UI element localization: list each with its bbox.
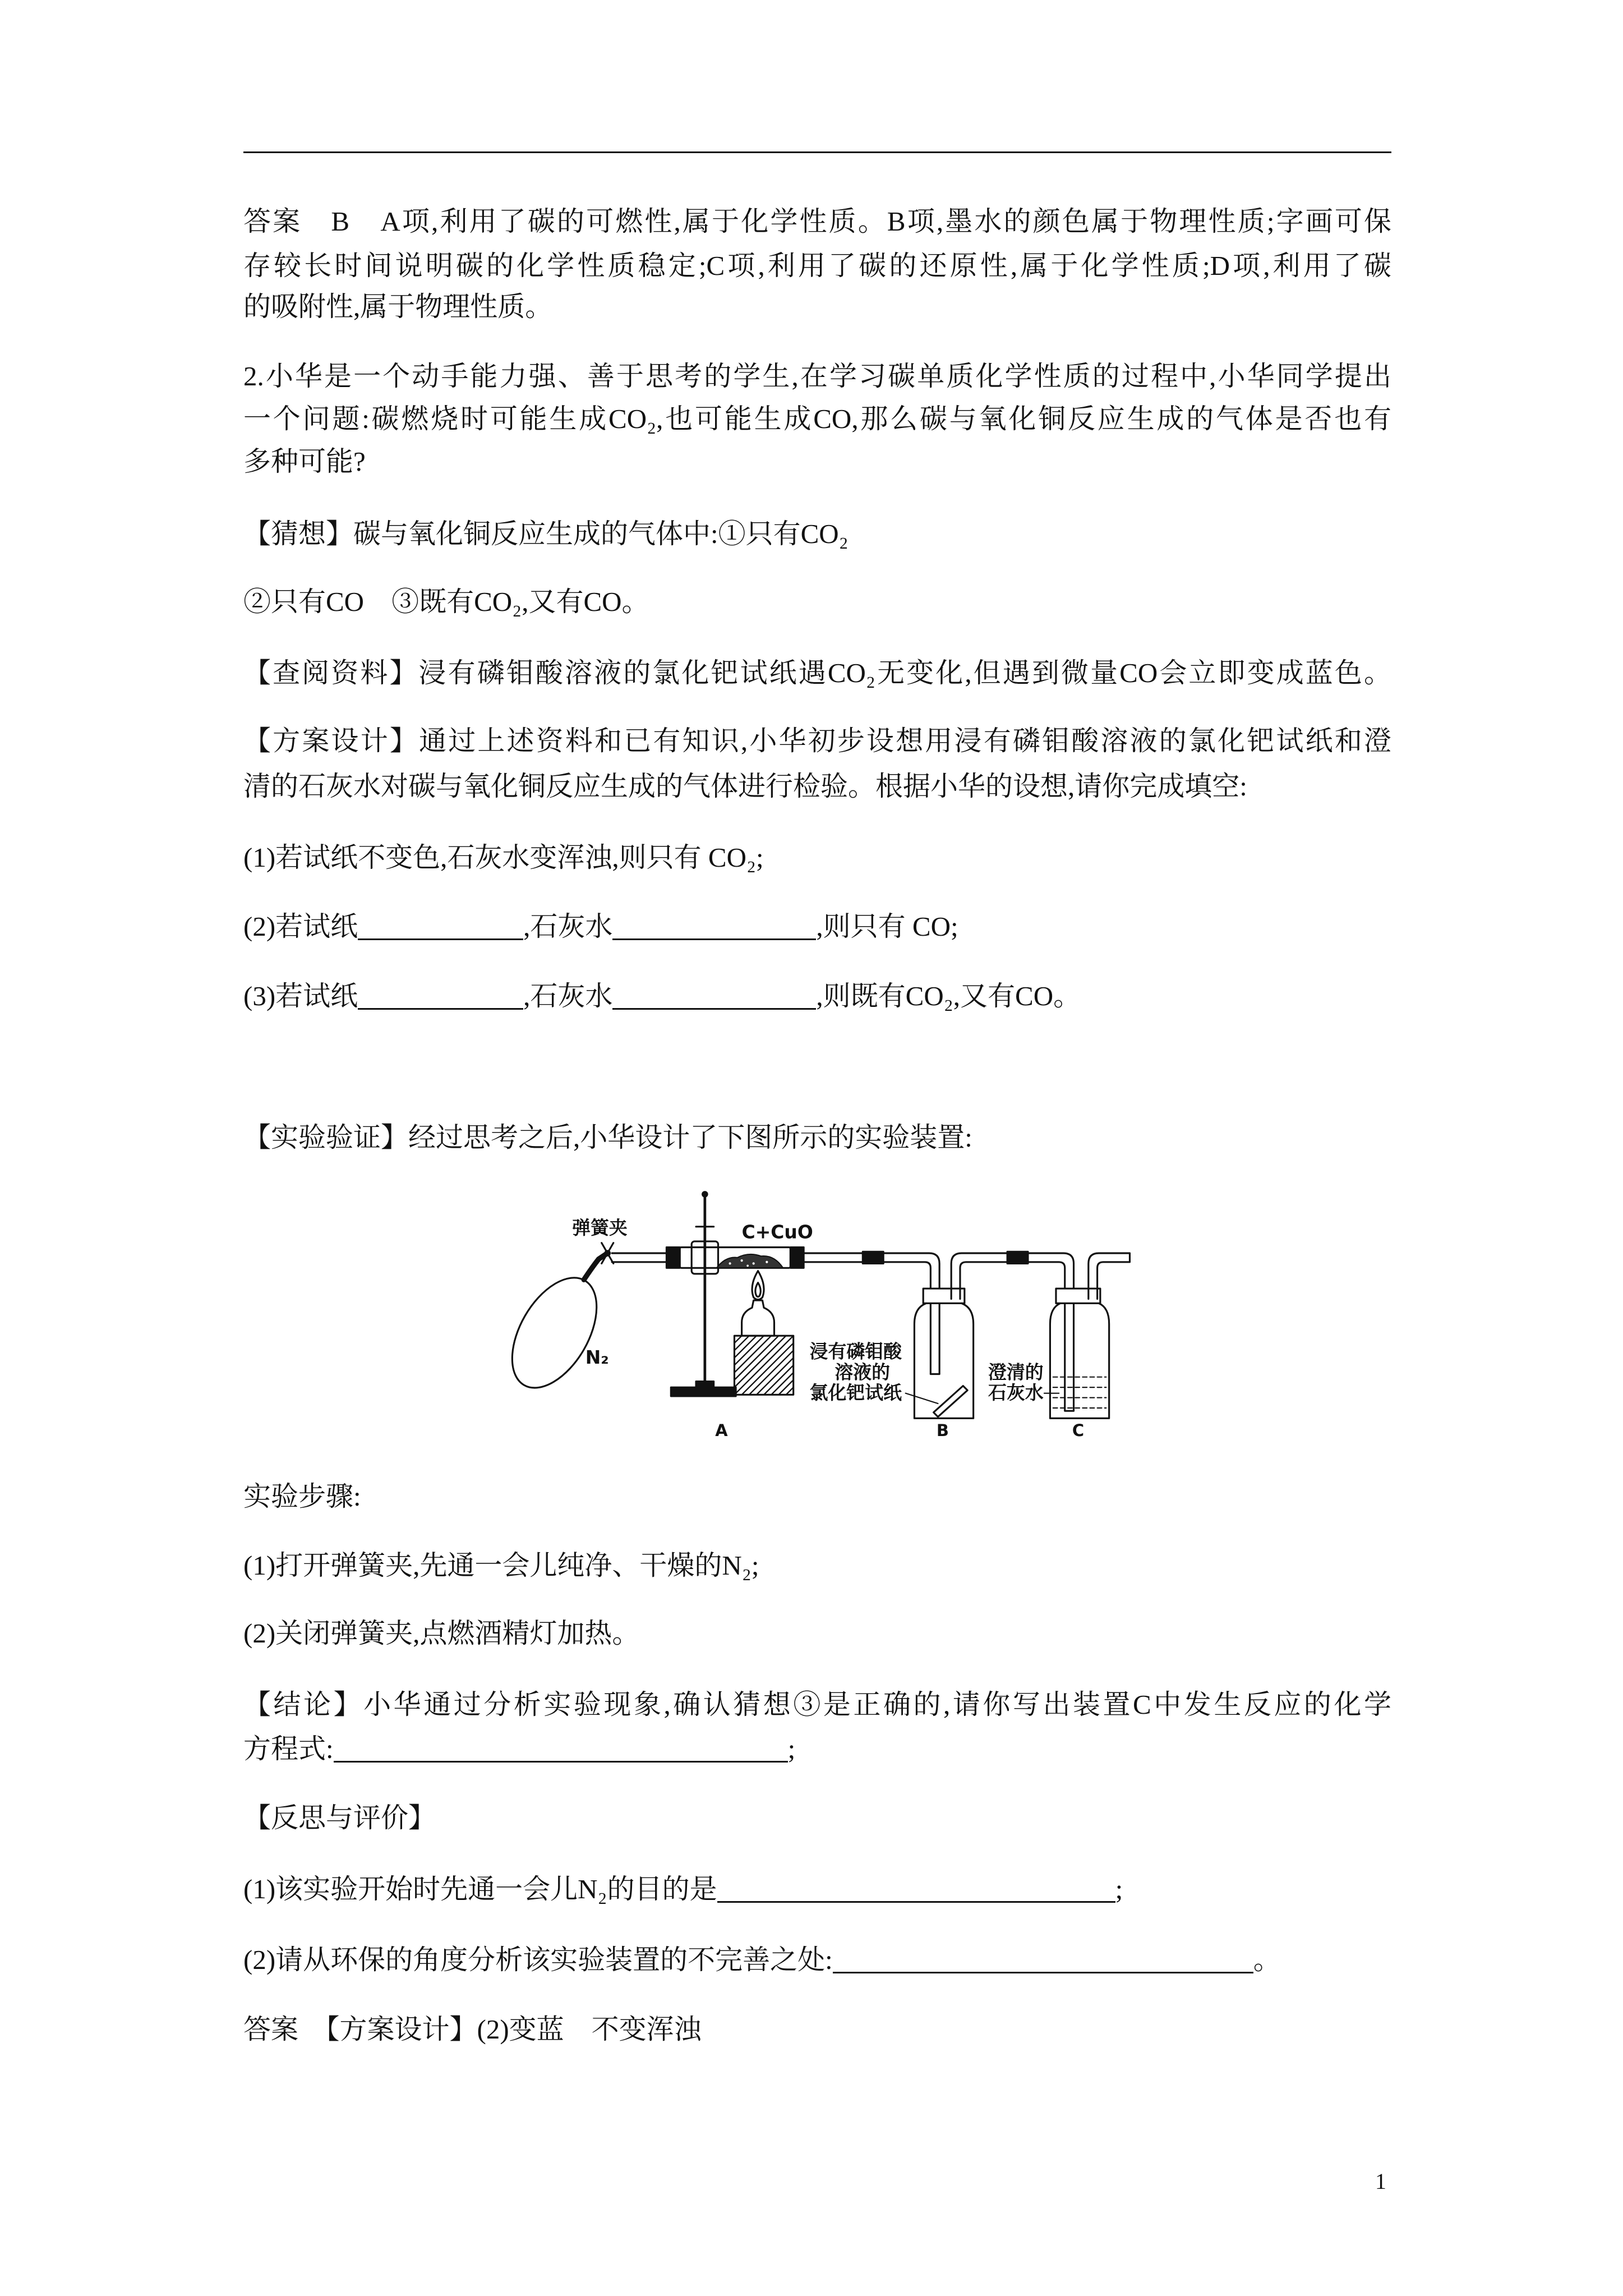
limewater-label: 石灰水 (988, 1382, 1044, 1404)
flame (752, 1271, 764, 1300)
reference-line: 【查阅资料】浸有磷钼酸溶液的氯化钯试纸遇CO₂无变化,但遇到微量CO会立即变成蓝色。 (243, 657, 1391, 688)
q1-answer-line: 的吸附性,属于物理性质。 (243, 291, 553, 322)
reflection-line-1 (243, 1872, 1391, 1906)
case-3-text: ,则既有CO₂,又有CO。 (816, 981, 1081, 1011)
c-cuo-powder (717, 1254, 783, 1268)
leader-line (906, 1393, 938, 1404)
test-paper-label: 浸有磷钼酸 (809, 1340, 902, 1363)
bottle-b-stopper (923, 1289, 965, 1303)
inlet-tube (612, 1253, 666, 1262)
conclusion-line: 【结论】小华通过分析实验现象,确认猜想③是正确的,请你写出装置C中发生反应的化学 (243, 1689, 1391, 1720)
right-stopper (790, 1247, 804, 1268)
reflection-text: 。 (1253, 1944, 1281, 1975)
limewater-label: 澄清的 (988, 1361, 1044, 1383)
reflection-text: (2)请从环保的角度分析该实验装置的不完善之处: (243, 1944, 833, 1975)
q2-stem-line: 一个问题:碳燃烧时可能生成CO₂,也可能生成CO,那么碳与氧化铜反应生成的气体是否也有 (243, 403, 1391, 434)
step-line: (2)关闭弹簧夹,点燃酒精灯加热。 (243, 1618, 640, 1649)
case-1-line: (1)若试纸不变色,石灰水变浑浊,则只有 CO₂; (243, 842, 764, 873)
q1-answer-line: 答案 B A项,利用了碳的可燃性,属于化学性质。B项,墨水的颜色属于物理性质;字画可保 (243, 206, 1391, 237)
limewater (1053, 1377, 1106, 1408)
apparatus-label-a: A (715, 1420, 728, 1440)
case-3-text: ,石灰水 (523, 981, 613, 1011)
apparatus-diagram (509, 1190, 1136, 1443)
answer-blank (612, 914, 816, 940)
test-paper-label: 溶液的 (834, 1361, 890, 1383)
steps-title: 实验步骤: (243, 1481, 361, 1512)
rubber-connector (863, 1251, 883, 1263)
case-3-line (243, 979, 1391, 1013)
case-2-line (243, 910, 1391, 944)
left-stopper (666, 1247, 680, 1268)
answer-blank (334, 1736, 788, 1763)
stand-base (671, 1387, 736, 1396)
bottle-c (1050, 1303, 1109, 1418)
reactants-label: C+CuO (741, 1221, 813, 1243)
design-line: 【方案设计】通过上述资料和已有知识,小华初步设想用浸有磷钼酸溶液的氯化钯试纸和澄 (243, 725, 1391, 756)
design-line: 清的石灰水对碳与氧化铜反应生成的气体进行检验。根据小华的设想,请你完成填空: (243, 771, 1247, 802)
apparatus-label-b: B (936, 1420, 949, 1440)
nitrogen-bag (509, 1263, 614, 1402)
verification-line: 【实验验证】经过思考之后,小华设计了下图所示的实验装置: (243, 1122, 972, 1153)
q2-stem-line: 2.小华是一个动手能力强、善于思考的学生,在学习碳单质化学性质的过程中,小华同学提出 (243, 361, 1391, 392)
reflection-title: 【反思与评价】 (243, 1802, 436, 1833)
reflection-text: (1)该实验开始时先通一会儿N₂的目的是 (243, 1874, 717, 1904)
answer-blank (833, 1947, 1253, 1973)
reflection-text: ; (1115, 1874, 1123, 1904)
reflection-line-2 (243, 1943, 1391, 1977)
answer-blank (612, 983, 816, 1010)
apparatus-label-c: C (1072, 1420, 1085, 1440)
test-paper (934, 1386, 968, 1417)
answer-blank (358, 983, 523, 1010)
answer-blank (717, 1876, 1115, 1903)
stand-knob (703, 1192, 707, 1197)
q2-stem-line: 多种可能? (243, 446, 366, 477)
case-3-text: (3)若试纸 (243, 981, 358, 1011)
inner-flame (755, 1283, 760, 1297)
lamp-block-hatch (734, 1336, 793, 1395)
case-2-text: ,石灰水 (523, 911, 613, 942)
page-number: 1 (1375, 2169, 1386, 2194)
rubber-connector (1007, 1251, 1028, 1263)
header-rule (243, 151, 1391, 153)
bottle-c-stopper (1056, 1289, 1100, 1303)
stand-base-foot (696, 1382, 714, 1388)
q1-answer-line: 存较长时间说明碳的化学性质稳定;C项,利用了碳的还原性,属于化学性质;D项,利用了碳 (243, 250, 1391, 281)
bottle-b (914, 1303, 973, 1418)
test-paper-label: 氯化钯试纸 (809, 1382, 902, 1404)
step-line: (1)打开弹簧夹,先通一会儿纯净、干燥的N₂; (243, 1550, 759, 1581)
hypothesis-line: ②只有CO ③既有CO₂,又有CO。 (243, 586, 649, 617)
case-2-text: (2)若试纸 (243, 911, 358, 942)
spirit-lamp (742, 1300, 774, 1336)
spring-clamp-label: 弹簧夹 (572, 1216, 628, 1239)
case-2-text: ,则只有 CO; (816, 911, 958, 942)
hypothesis-line: 【猜想】碳与氧化铜反应生成的气体中:①只有CO₂ (243, 518, 849, 549)
conclusion-text: 方程式: (243, 1733, 334, 1764)
gas-label: N₂ (585, 1346, 609, 1369)
q2-answer-line: 答案 【方案设计】(2)变蓝 不变浑浊 (243, 2014, 702, 2045)
conclusion-text: ; (787, 1733, 796, 1764)
conclusion-equation-line (243, 1732, 1391, 1766)
rubber-tube (584, 1253, 607, 1280)
answer-blank (358, 914, 523, 940)
